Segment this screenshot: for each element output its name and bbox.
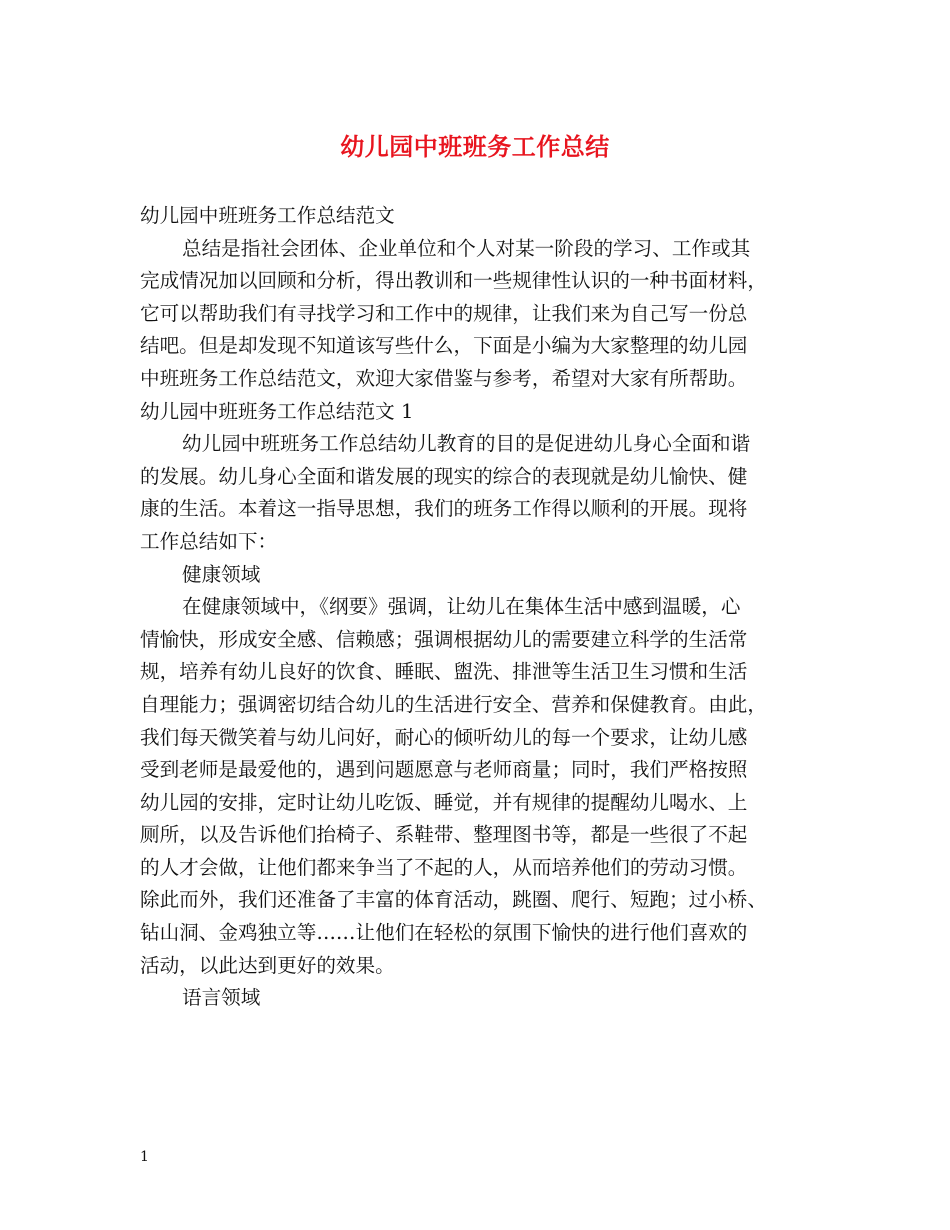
body-line: 幼儿园中班班务工作总结范文 <box>140 204 395 227</box>
body-line: 钻山洞、金鸡独立等……让他们在轻松的氛围下愉快的进行他们喜欢的 <box>140 921 748 945</box>
body-line: 语言领域 <box>182 986 261 1010</box>
document-body <box>140 200 815 1015</box>
body-line: 它可以帮助我们有寻找学习和工作中的规律，让我们来为自己写一份总 <box>140 301 748 325</box>
body-line: 总结是指社会团体、企业单位和个人对某一阶段的学习、工作或其 <box>182 236 751 260</box>
body-line: 的发展。幼儿身心全面和谐发展的现实的综合的表现就是幼儿愉快、健 <box>140 464 748 488</box>
body-line: 自理能力；强调密切结合幼儿的生活进行安全、营养和保健教育。由此， <box>140 692 767 716</box>
body-line: 我们每天微笑着与幼儿问好，耐心的倾听幼儿的每一个要求，让幼儿感 <box>140 725 748 749</box>
body-line: 健康领域 <box>182 562 261 586</box>
body-line: 结吧。但是却发现不知道该写些什么，下面是小编为大家整理的幼儿园 <box>140 334 748 358</box>
body-line: 在健康领域中，《纲要》强调，让幼儿在集体生活中感到温暖，心 <box>182 595 741 619</box>
body-line: 受到老师是最爱他的，遇到问题愿意与老师商量；同时，我们严格按照 <box>140 758 748 782</box>
body-line: 康的生活。本着这一指导思想，我们的班务工作得以顺利的开展。现将 <box>140 497 748 521</box>
body-line: 工作总结如下： <box>140 529 278 553</box>
body-line: 幼儿园中班班务工作总结范文 1 <box>140 399 414 423</box>
body-line: 情愉快，形成安全感、信赖感；强调根据幼儿的需要建立科学的生活常 <box>140 627 748 651</box>
body-line: 活动，以此达到更好的效果。 <box>140 953 395 977</box>
body-line: 幼儿园中班班务工作总结幼儿教育的目的是促进幼儿身心全面和谐 <box>182 432 751 456</box>
body-line: 厕所，以及告诉他们抬椅子、系鞋带、整理图书等，都是一些很了不起 <box>140 823 748 847</box>
page-number: 1 <box>140 1149 149 1165</box>
body-line: 完成情况加以回顾和分析，得出教训和一些规律性认识的一种书面材料， <box>140 269 767 293</box>
body-line: 中班班务工作总结范文，欢迎大家借鉴与参考，希望对大家有所帮助。 <box>140 366 748 390</box>
body-line: 规，培养有幼儿良好的饮食、睡眠、盥洗、排泄等生活卫生习惯和生活 <box>140 660 748 684</box>
body-line: 除此而外，我们还准备了丰富的体育活动，跳圈、爬行、短跑；过小桥、 <box>140 888 767 912</box>
body-line: 幼儿园的安排，定时让幼儿吃饭、睡觉，并有规律的提醒幼儿喝水、上 <box>140 790 748 814</box>
body-line: 的人才会做，让他们都来争当了不起的人，从而培养他们的劳动习惯。 <box>140 855 748 879</box>
document-title: 幼儿园中班班务工作总结 <box>340 133 610 161</box>
